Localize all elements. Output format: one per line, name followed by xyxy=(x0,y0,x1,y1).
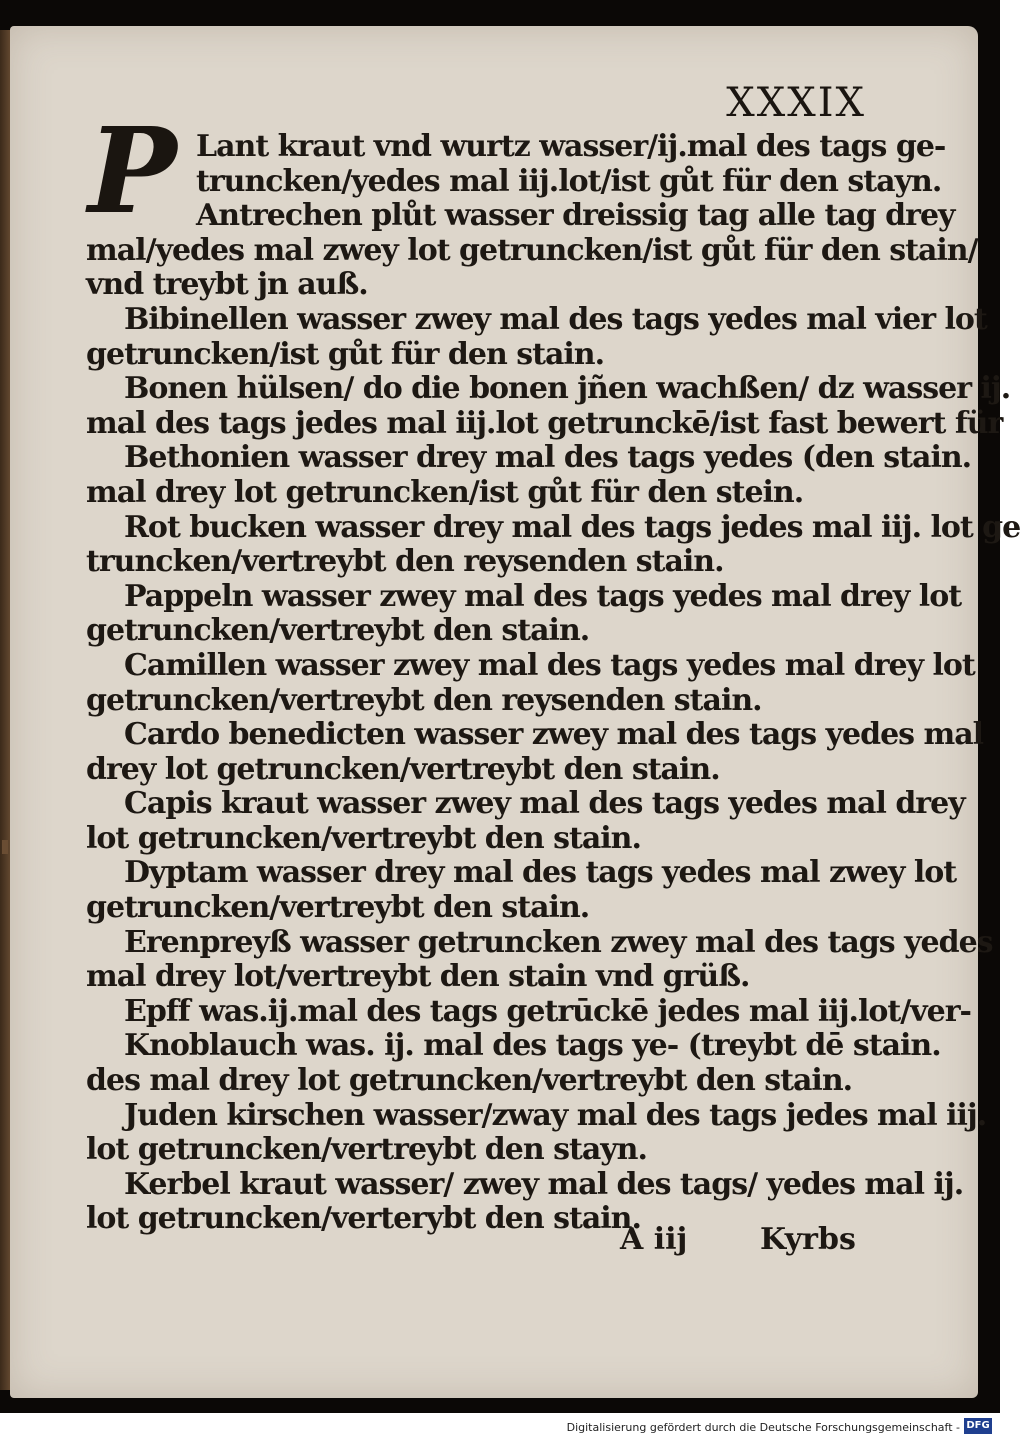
text-line: getruncken/ist gůt für den stain. xyxy=(86,336,605,372)
text-line: Camillen wasser zwey mal des tags yedes mal drey lot xyxy=(124,647,975,683)
text-line: getruncken/vertreybt den stain. xyxy=(86,890,590,926)
funding-credit: Digitalisierung gefördert durch die Deutsche Forschungsgemeinschaft - xyxy=(566,1421,960,1434)
text-line: Lant kraut vnd wurtz wasser/ij.mal des tags ge- xyxy=(196,129,946,164)
text-line: Pappeln wasser zwey mal des tags yedes mal drey lot xyxy=(124,578,962,614)
text-line: lot getruncken/verterybt den stain. xyxy=(86,1201,641,1237)
text-line: mal des tags jedes mal iij.lot getrunckē/ist fast bewert für xyxy=(86,405,1003,441)
text-line: truncken/vertreybt den reysenden stain. xyxy=(86,544,724,580)
text-line: Bibinellen wasser zwey mal des tags yedes mal vier lot xyxy=(124,301,987,337)
text-line: Knoblauch was. ij. mal des tags ye- (treybt dē stain. xyxy=(124,1028,941,1064)
text-line: Juden kirschen wasser/zway mal des tags jedes mal iij. xyxy=(124,1097,987,1133)
text-line: lot getruncken/vertreybt den stain. xyxy=(86,820,641,856)
text-line: Bethonien wasser drey mal des tags yedes (den stain. xyxy=(124,440,972,476)
text-line: mal drey lot getruncken/ist gůt für den stein. xyxy=(86,474,804,510)
text-line: Bonen hülsen/ do die bonen jñen wachßen/ dz wasser ij. xyxy=(124,371,1011,407)
text-line: Kerbel kraut wasser/ zwey mal des tags/ yedes mal ij. xyxy=(124,1166,964,1202)
decorated-initial: P xyxy=(88,101,177,240)
text-line: mal drey lot/vertreybt den stain vnd grüß. xyxy=(86,959,750,995)
text-line: getruncken/vertreybt den reysenden stain. xyxy=(86,682,762,718)
text-line: Rot bucken wasser drey mal des tags jedes mal iij. lot ge xyxy=(124,509,1020,545)
text-line: drey lot getruncken/vertreybt den stain. xyxy=(86,751,720,787)
catchword: Kyrbs xyxy=(760,1222,856,1257)
text-line: lot getruncken/vertreybt den stayn. xyxy=(86,1132,647,1168)
dfg-logo-icon: DFG xyxy=(964,1418,992,1434)
text-line: getruncken/vertreybt den stain. xyxy=(86,613,590,649)
edge-mark xyxy=(2,840,8,854)
text-line: mal/yedes mal zwey lot getruncken/ist gůt für den stain/ xyxy=(86,232,978,268)
text-line: Erenpreyß wasser getruncken zwey mal des tags yedes xyxy=(124,924,993,960)
text-line: Capis kraut wasser zwey mal des tags yedes mal drey xyxy=(124,786,965,822)
text-line: Cardo benedicten wasser zwey mal des tags yedes mal xyxy=(124,717,984,753)
text-line: Epff was.ij.mal des tags getrūckē jedes mal iij.lot/ver- xyxy=(124,993,971,1029)
text-line: Dyptam wasser drey mal des tags yedes mal zwey lot xyxy=(124,855,957,891)
digitization-footer xyxy=(0,1413,1000,1440)
folio-number: XXXIX xyxy=(726,80,866,126)
text-line: des mal drey lot getruncken/vertreybt den stain. xyxy=(86,1063,853,1099)
text-line: Antrechen plůt wasser dreissig tag alle tag drey xyxy=(196,198,955,234)
page-text xyxy=(86,129,1020,1237)
text-line: truncken/yedes mal iij.lot/ist gůt für den stayn. xyxy=(196,163,942,199)
signature-mark: A iij xyxy=(620,1222,688,1257)
text-line: vnd treybt jn auß. xyxy=(86,267,368,303)
